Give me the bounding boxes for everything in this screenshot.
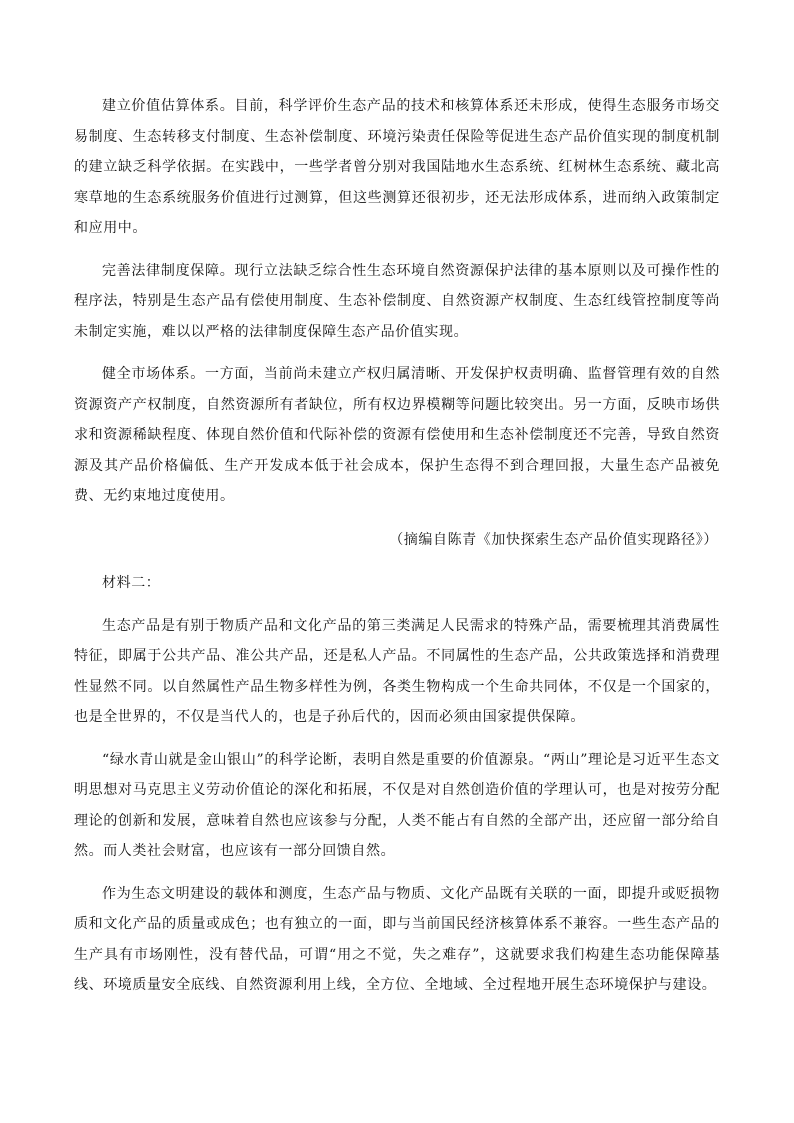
paragraph-legal-guarantee: 完善法律制度保障。现行立法缺乏综合性生态环境自然资源保护法律的基本原则以及可操作性的程序法，特别是生态产品有偿使用制度、生态补偿制度、自然资源产权制度、生态红线管控制度等尚未制定实施，难以以严格的法律制度保障生态产品价值实现。	[74, 262, 720, 340]
paragraph-market-system: 健全市场体系。一方面，当前尚未建立产权归属清晰、开发保护权责明确、监督管理有效的自然资源资产产权制度，自然资源所有者缺位，所有权边界模糊等问题比较突出。另一方面，反映市场供求和资源稀缺程度、体现自然价值和代际补偿的资源有偿使用和生态补偿制度还不完善，导致自然资源及其产品价格偏低、生产开发成本低于社会成本，保护生态得不到合理回报，大量生态产品被免费、无约束地过度使用。	[74, 366, 720, 504]
paragraph-ecological-product-attributes: 生态产品是有别于物质产品和文化产品的第三类满足人民需求的特殊产品，需要梳理其消费属性特征，即属于公共产品、准公共产品，还是私人产品。不同属性的生态产品，公共政策选择和消费理性显然不同。以自然属性产品生物多样性为例，各类生物构成一个生命共同体，不仅是一个国家的，也是全世界的，不仅是当代人的，也是子孙后代的，因而必须由国家提供保障。	[74, 617, 720, 725]
source-citation: （摘编自陈青《加快探索生态产品价值实现路径》）	[389, 531, 718, 548]
paragraph-ecological-civilization-carrier: 作为生态文明建设的载体和测度，生态产品与物质、文化产品既有关联的一面，即提升或贬损物质和文化产品的质量或成色；也有独立的一面，即与当前国民经济核算体系不兼容。一些生态产品的生产具有市场刚性，没有替代品，可谓“用之不觉，失之难存”，这就要求我们构建生态功能保障基线、环境质量安全底线、自然资源利用上线，全方位、全地域、全过程地开展生态环境保护与建设。	[74, 885, 720, 993]
material-two-label: 材料二：	[102, 575, 161, 591]
paragraph-valuation-system: 建立价值估算体系。目前，科学评价生态产品的技术和核算体系还未形成，使得生态服务市场交易制度、生态转移支付制度、生态补偿制度、环境污染责任保险等促进生态产品价值实现的制度机制的建立缺乏科学依据。在实践中，一些学者曾分别对我国陆地水生态系统、红树林生态系统、藏北高寒草地的生态系统服务价值进行过测算，但这些测算还很初步，还无法形成体系，进而纳入政策制定和应用中。	[74, 98, 720, 236]
paragraph-two-mountains-theory: “绿水青山就是金山银山”的科学论断，表明自然是重要的价值源泉。“两山”理论是习近平生态文明思想对马克思主义劳动价值论的深化和拓展，不仅是对自然创造价值的学理认可，也是对按劳分配理论的创新和发展，意味着自然也应该参与分配，人类不能占有自然的全部产出，还应留一部分给自然。而人类社会财富，也应该有一部分回馈自然。	[74, 751, 720, 859]
